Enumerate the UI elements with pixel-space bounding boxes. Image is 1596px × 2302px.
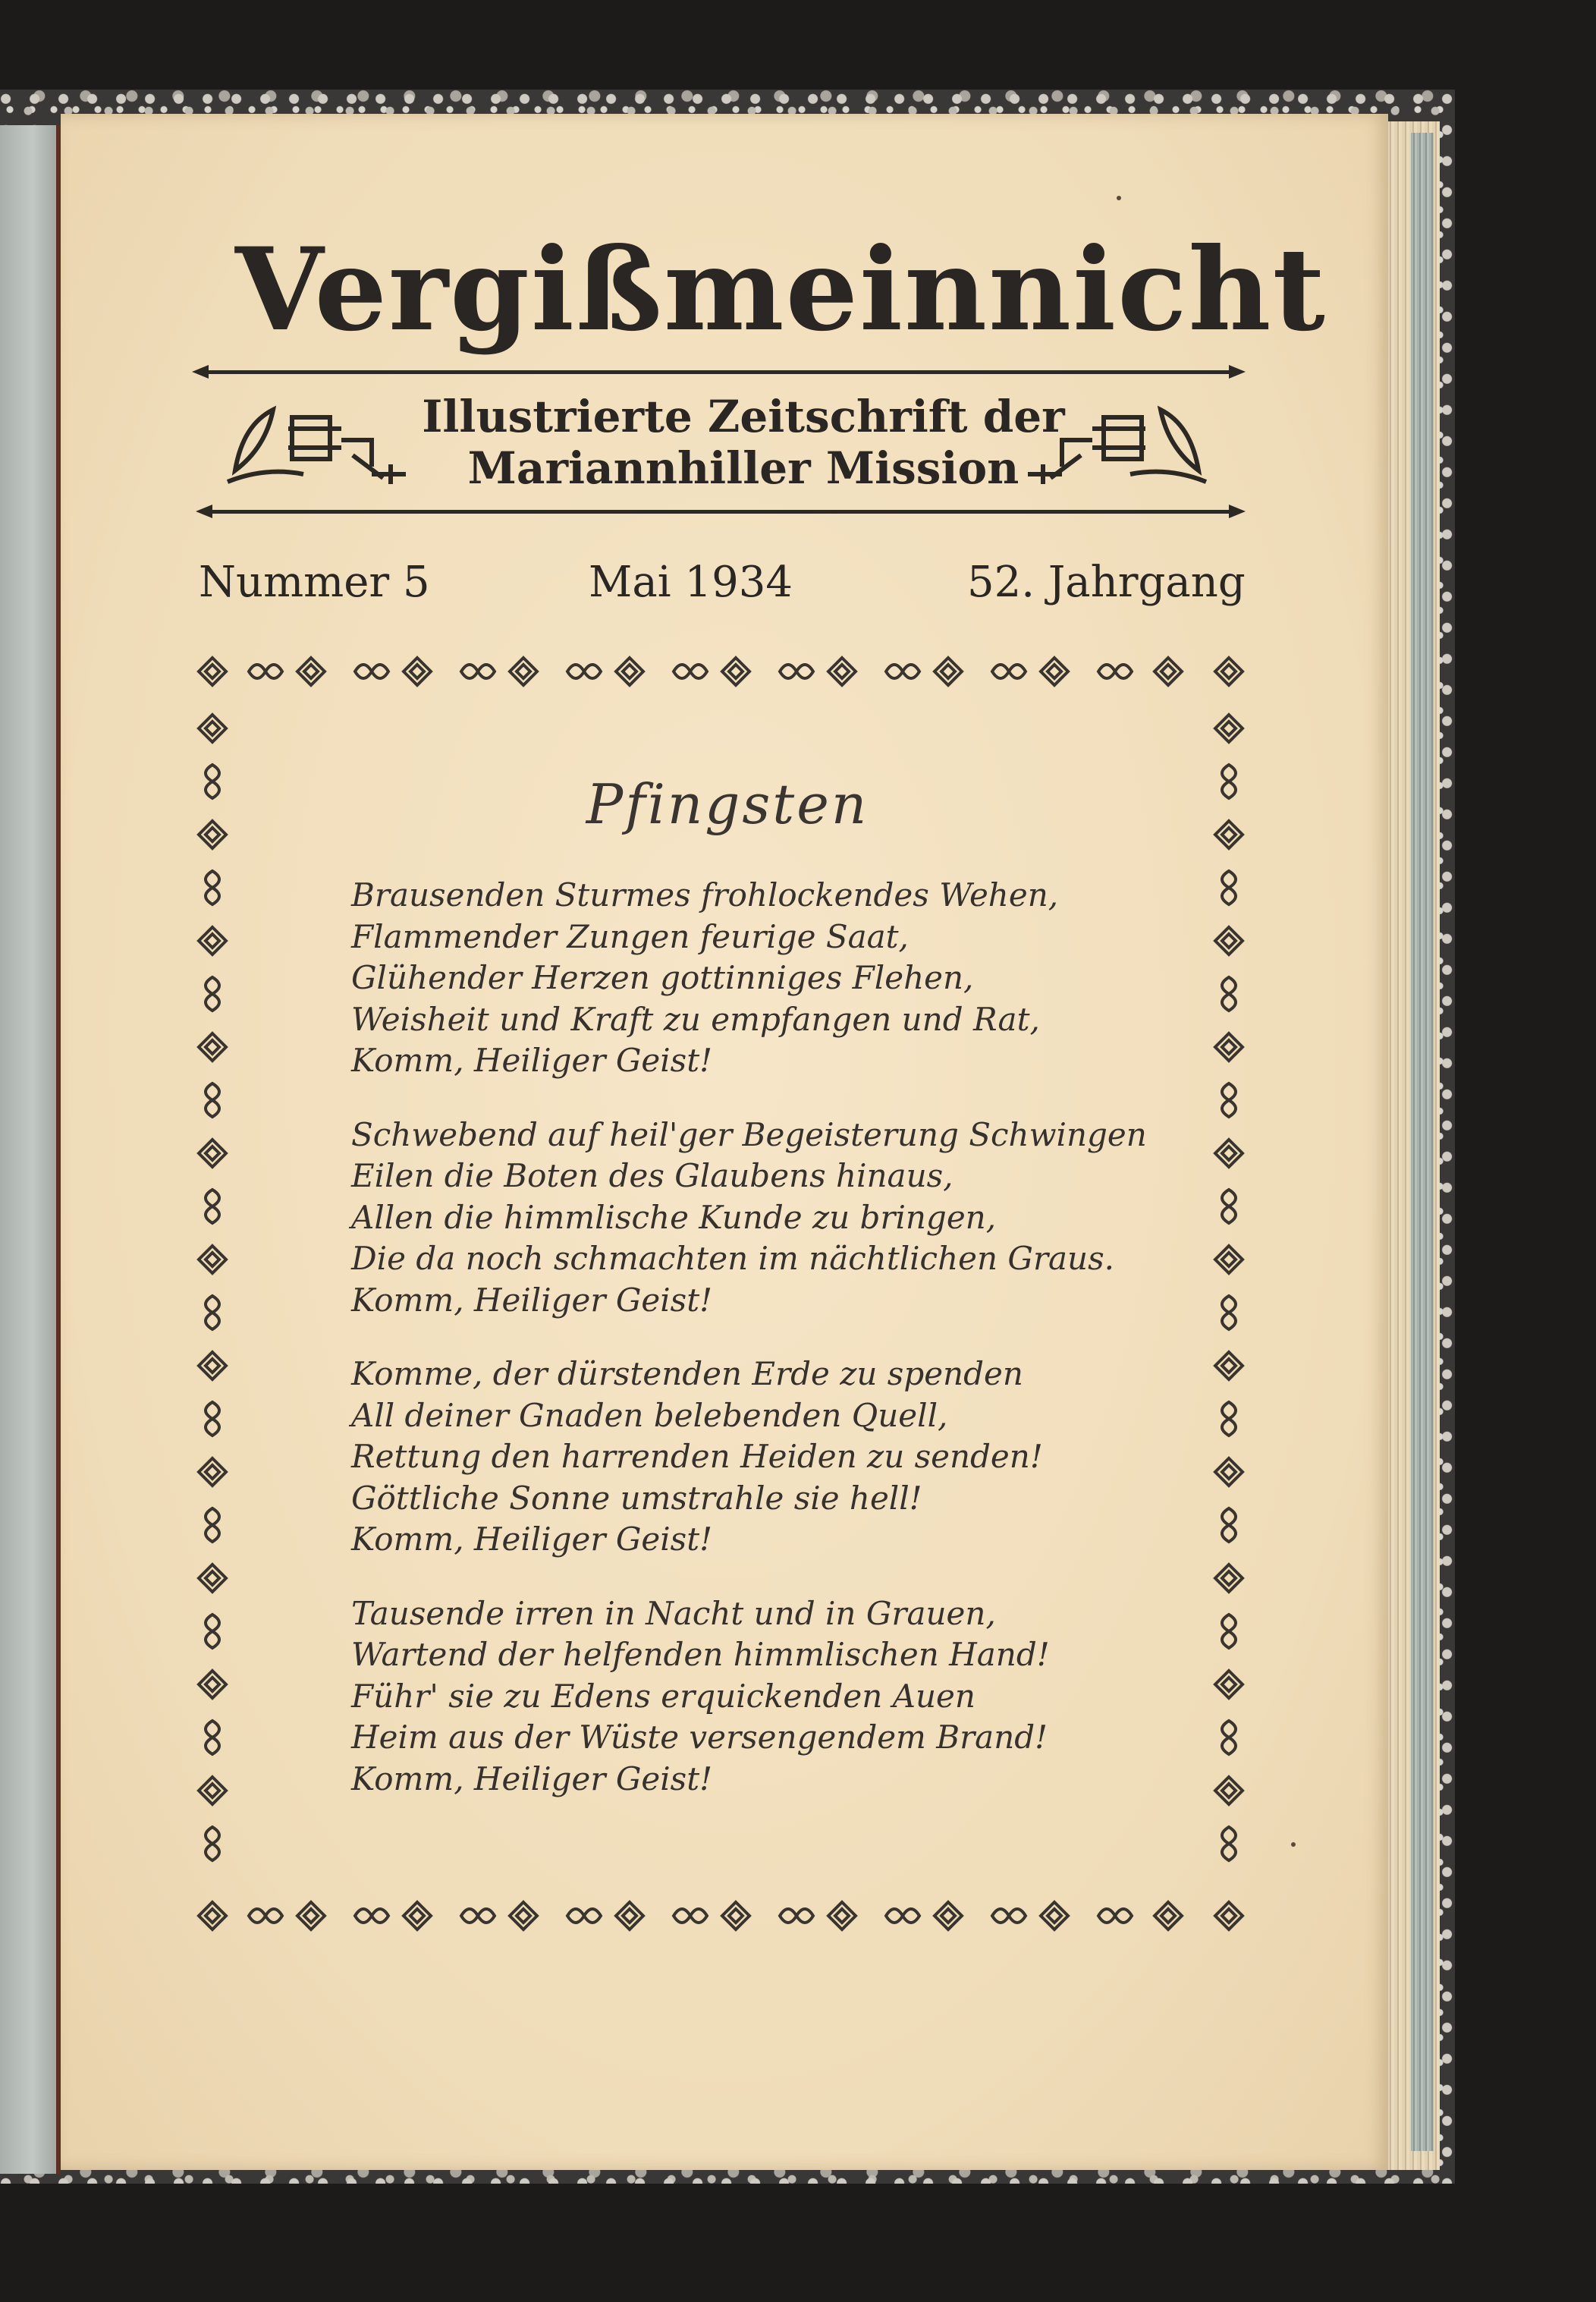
poem-line: Die da noch schmachten im nächtlichen Graus. [351,1240,1115,1277]
poem-line: Rettung den harrenden Heiden zu senden! [351,1438,1043,1475]
masthead-title: Vergißmeinnicht [235,223,1327,357]
issue-volume: 52. Jahrgang [967,558,1246,607]
stanza-4 [351,1593,1201,1800]
stanza-1 [351,875,1201,1082]
poem-line: Komme, der dürstenden Erde zu spenden [351,1355,1023,1392]
masthead-rule-top [209,370,1229,374]
subtitle-line-2: Mariannhiller Mission [467,442,1019,494]
poem-line: Tausende irren in Nacht und in Grauen, [351,1594,996,1632]
poem-line: Allen die himmlische Kunde zu bringen, [351,1198,997,1236]
poem-refrain: Komm, Heiliger Geist! [351,1521,712,1558]
poem-refrain: Komm, Heiliger Geist! [351,1760,712,1797]
stanza-2 [351,1115,1201,1322]
facing-page-edge [0,125,59,2174]
masthead-rule-bottom [212,510,1229,514]
subtitle-line-1: Illustrierte Zeitschrift der [422,391,1065,442]
poem-line: Wartend der helfenden himmlischen Hand! [351,1636,1050,1673]
poem-line: Weisheit und Kraft zu empfangen und Rat, [351,1000,1040,1038]
issue-date: Mai 1934 [589,558,793,607]
poem-title: Pfingsten [586,772,869,836]
paper-speck [1117,196,1121,200]
masthead-subtitle [394,391,1092,494]
page-edges-inner [1411,133,1434,2151]
poem-refrain: Komm, Heiliger Geist! [351,1042,712,1079]
issue-number: Nummer 5 [199,558,430,607]
paper-speck [1291,1842,1296,1847]
poem-line: Brausenden Sturmes frohlockendes Wehen, [351,876,1059,914]
poem-line: Göttliche Sonne umstrahle sie hell! [351,1479,922,1517]
poem-line: Flammender Zungen feurige Saat, [351,917,909,955]
stanza-3 [351,1354,1201,1561]
poem-line: All deiner Gnaden belebenden Quell, [351,1396,948,1434]
left-emblem-icon [220,395,410,493]
poem-refrain: Komm, Heiliger Geist! [351,1281,712,1319]
poem-line: Schwebend auf heil'ger Begeisterung Schwingen [351,1115,1147,1153]
poem-body [351,875,1201,1832]
poem-line: Glühender Herzen gottinniges Flehen, [351,959,974,996]
poem-line: Eilen die Boten des Glaubens hinaus, [351,1157,954,1194]
poem-line: Heim aus der Wüste versengendem Brand! [351,1719,1048,1756]
poem-line: Führ' sie zu Edens erquickenden Auen [351,1677,976,1715]
